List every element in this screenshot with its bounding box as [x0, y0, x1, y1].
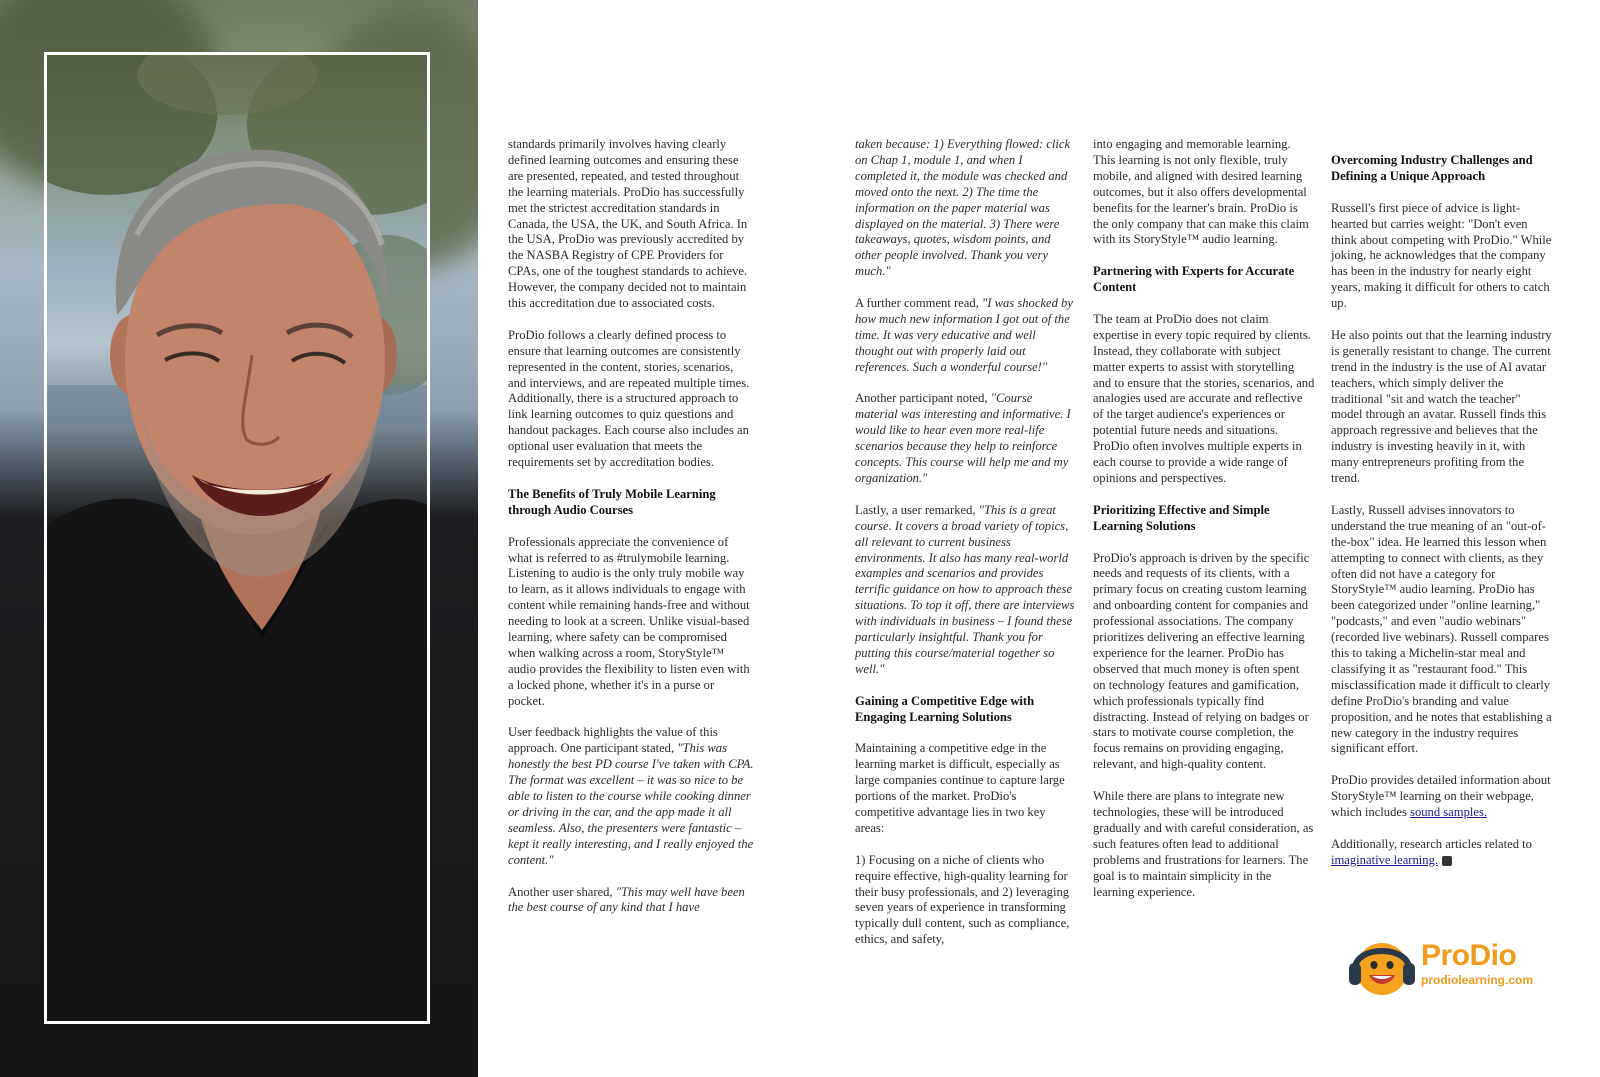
paragraph: Lastly, Russell advises innovators to understand the true meaning of an "out-of-the-box" idea. He learned this lesson when attempting to connect with clients, as they often did not have a category for StoryStyle™ audio learning. ProDio has been categorized under "online learning," "podcasts," and even "audio webinars" (recorded live webinars). Russell compares this to taking a Michelin-star meal and classifying it as "restaurant food." This misclassification made it difficult to clearly define ProDio's branding and value proposition, and he notes that establishing a new category in the industry requires significant effort. — [1331, 502, 1552, 756]
paragraph: He also points out that the learning industry is generally resistant to change. The current trend in the industry is the use of AI avatar teachers, which simply deliver the traditional "sit and watch the teacher" model through an avatar. Russell finds this approach regressive and believes that the industry is investing heavily in it, with many entrepreneurs profiting from the trend. — [1331, 327, 1552, 486]
headphones-smiley-icon — [1345, 931, 1419, 1001]
testimonial-quote: "This is a great course. It covers a broad variety of topics, all relevant to current business environments. It also has many real-world examples and scenarios and provides terrific guidance on how to approach these situations. To top it off, there are interviews with individuals in business – I found these particularly insightful. Thank you for putting this course/material together so well." — [855, 502, 1075, 676]
paragraph-text: A further comment read, — [855, 296, 982, 311]
paragraph-text: ProDio provides detailed information about StoryStyle™ learning on their webpage, which includes — [1331, 773, 1551, 820]
sound-samples-link[interactable]: sound samples. — [1410, 805, 1488, 820]
testimonial-quote: "Course material was interesting and informative. I would like to hear even more real-life scenarios because they help to reinforce concepts. This course will help me and my organization." — [855, 391, 1071, 485]
paragraph: standards primarily involves having clearly defined learning outcomes and ensuring these are presented, repeated, and tested throughout the learning materials. ProDio has successfully met the strictest accreditation standards in Canada, the USA, the UK, and South Africa. In the USA, ProDio was previously accredited by the NASBA Registry of CPE Providers for CPAs, one of the toughest standards to achieve. However, the company decided not to maintain this accreditation due to associated costs. — [508, 137, 748, 311]
article-column-1 — [508, 137, 754, 932]
imaginative-learning-link[interactable]: imaginative learning. — [1331, 852, 1439, 867]
paragraph — [1331, 837, 1555, 869]
paragraph-text: Additionally, research articles related to — [1331, 836, 1532, 851]
testimonial-quote: "This may well have been the best course of any kind that I have — [508, 884, 745, 915]
portrait-illustration — [47, 55, 427, 1021]
section-heading: The Benefits of Truly Mobile Learning through Audio Courses — [508, 486, 716, 517]
article-column-2 — [855, 137, 1075, 964]
paragraph-text: Another participant noted, — [855, 391, 991, 406]
paragraph — [855, 296, 1075, 376]
paragraph — [855, 391, 1075, 486]
paragraph — [855, 137, 1075, 280]
paragraph-text: Another user shared, — [508, 884, 616, 899]
article-column-3 — [1093, 137, 1315, 916]
paragraph: into engaging and memorable learning. This learning is not only flexible, truly mobile, and aligned with desired learning outcomes, but it also offers developmental benefits for the learner's brain. ProDio is the only company that can make this claim with its StoryStyle™ audio learning. — [1093, 137, 1309, 247]
article-column-4 — [1331, 153, 1555, 885]
paragraph: 1) Focusing on a niche of clients who require effective, high-quality learning for their busy professionals, and 2) leveraging seven years of experience in transforming typically dull content, such as compliance, ethics, and safety, — [855, 852, 1070, 947]
paragraph — [1331, 773, 1555, 821]
paragraph — [508, 725, 754, 868]
testimonial-quote: taken because: 1) Everything flowed: click on Chap 1, module 1, and when I completed it, the module was checked and moved onto the next. 2) The time the information on the paper material was displayed on the material. 3) There were takeaways, quotes, wisdom points, and other people involved. Thank you very much." — [855, 137, 1071, 279]
paragraph — [855, 503, 1075, 678]
logo-wordmark: ProDio — [1421, 939, 1517, 972]
prodio-logo — [1345, 931, 1535, 1001]
paragraph — [508, 885, 754, 917]
paragraph: ProDio follows a clearly defined process to ensure that learning outcomes are consistently represented in the content, stories, scenarios, and interviews, and are repeated multiple times. Additionally, there is a structured approach to link learning outcomes to quiz questions and handout packages. Each course also includes an optional user evaluation that meets the requirements set by accreditation bodies. — [508, 327, 750, 470]
paragraph-text: User feedback highlights the value of this approach. One participant stated, — [508, 725, 718, 756]
testimonial-quote: "I was shocked by how much new information I got out of the time. It was very educative and well thought out with properly laid out references. Such a wonderful course!" — [855, 296, 1073, 374]
section-heading: Partnering with Experts for Accurate Content — [1093, 264, 1295, 295]
paragraph: ProDio's approach is driven by the specific needs and requests of its clients, with a primary focus on creating custom learning and onboarding content for companies and professional associations. The company prioritizes delivering an effective learning experience for the learner. ProDio has observed that much money is often spent on technology features and gamification, which professionals typically find distracting. Instead of relying on badges or stars to motivate course completion, the focus remains on providing engaging, relevant, and high-quality content. — [1093, 550, 1310, 772]
logo-url: prodiolearning.com — [1421, 973, 1534, 987]
end-mark-icon — [1442, 856, 1452, 866]
section-heading: Overcoming Industry Challenges and Defining a Unique Approach — [1331, 153, 1533, 183]
paragraph-text: Lastly, a user remarked, — [855, 502, 979, 517]
paragraph: Russell's first piece of advice is light-hearted but carries weight: "Don't even think about competing with ProDio." While joking, he acknowledges that the company has been in the industry for nearly eight years, making it difficult for others to catch up. — [1331, 200, 1552, 311]
paragraph: Professionals appreciate the convenience of what is referred to as #trulymobile learning. Listening to audio is the only truly mobile way to learn, as it allows individuals to engage with content while remaining hands-free and without needing to look at a screen. Unlike visual-based learning, where safety can be compromised when walking across a room, StoryStyle™ audio provides the flexibility to listen even with a locked phone, whether it's in a purse or pocket. — [508, 534, 750, 708]
photo-panel — [0, 0, 478, 1077]
portrait-photo — [44, 52, 430, 1024]
paragraph: The team at ProDio does not claim expertise in every topic required by clients. Instead, they collaborate with subject matter experts to assist with storytelling and to ensure that the stories, scenarios, and analogies used are accurate and reflective of the target audience's experiences or potential future needs and situations. ProDio often involves multiple experts in each course to provide a wide range of opinions and perspectives. — [1093, 311, 1315, 485]
paragraph: While there are plans to integrate new technologies, these will be introduced gradually and with careful consideration, as such features often lead to additional problems and frustrations for learners. The goal is to maintain simplicity in the learning experience. — [1093, 789, 1314, 899]
section-heading: Gaining a Competitive Edge with Engaging Learning Solutions — [855, 693, 1035, 724]
paragraph: Maintaining a competitive edge in the learning market is difficult, especially as large companies continue to capture large portions of the market. ProDio's competitive advantage lies in two key areas: — [855, 741, 1065, 835]
testimonial-quote: "This was honestly the best PD course I've taken with CPA. The format was excellent – it was so nice to be able to listen to the course while cooking dinner or driving in the car, and the app made it all seamless. Also, the presenters were fantastic – kept it really interesting, and I really enjoyed the content." — [508, 741, 754, 867]
section-heading: Prioritizing Effective and Simple Learning Solutions — [1093, 502, 1270, 533]
